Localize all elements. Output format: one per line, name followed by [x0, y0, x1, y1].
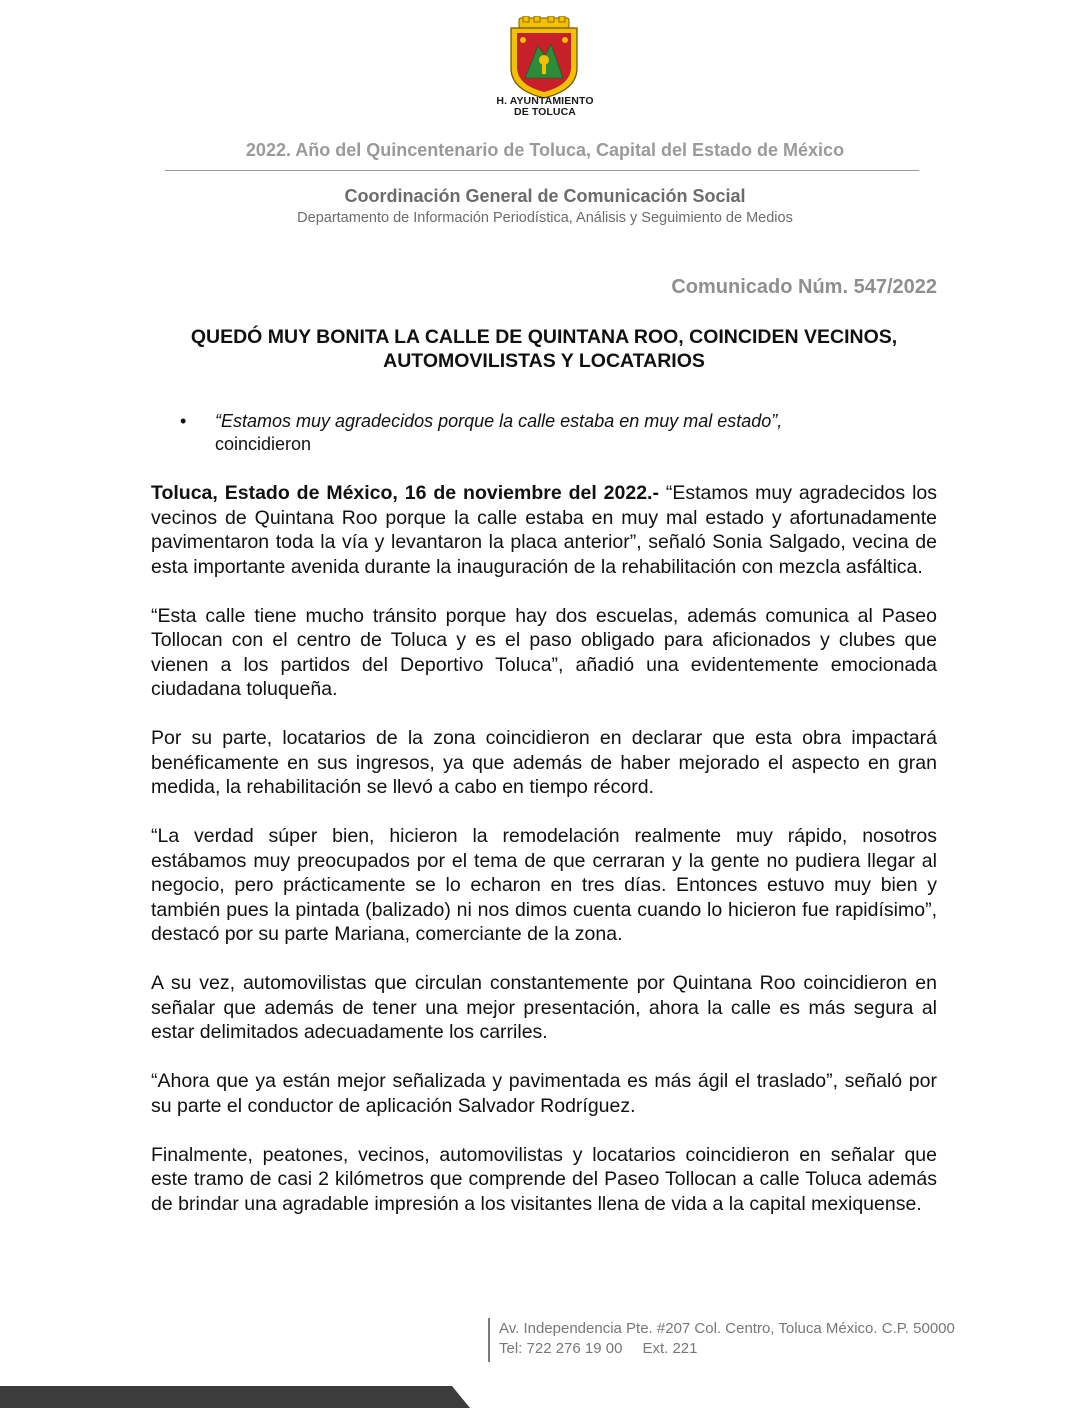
footer-band	[0, 1386, 470, 1408]
header-divider	[165, 170, 919, 171]
article-body	[151, 481, 937, 1241]
paragraph-7: Finalmente, peatones, vecinos, automovilistas y locatarios coincidieron en señalar que este tramo de casi 2 kilómetros que comprende del Paseo Tollocan a calle Toluca además de brindar una agradable impresión a los visitantes llena de vida a la capital mexiquense.	[151, 1143, 937, 1215]
footer-ext: Ext. 221	[642, 1340, 698, 1357]
crest-caption-line2: DE TOLUCA	[514, 106, 576, 118]
headline	[150, 325, 938, 373]
footer-tel: Tel: 722 276 19 00	[499, 1340, 623, 1357]
coordination-title: Coordinación General de Comunicación Social	[344, 186, 746, 206]
paragraph-3: Por su parte, locatarios de la zona coincidieron en declarar que esta obra impactará benéficamente en sus ingresos, ya que además de haber mejorado el aspecto en gran medida, la rehabilitación se llevó a cabo en tiempo récord.	[151, 727, 937, 798]
headline-line2: AUTOMOVILISTAS Y LOCATARIOS	[383, 350, 705, 372]
bullet-attribution: coincidieron	[215, 434, 312, 454]
paragraph-1-text: “Estamos muy agradecidos los vecinos de Quintana Roo porque la calle estaba en muy mal estado y afortunadamente pavimentaron toda la vía y levantaron la placa anterior”, señaló Sonia Salgado, vecina de esta importante avenida durante la inauguración de la rehabilitación con mezcla asfáltica.	[151, 482, 937, 578]
footer-phone	[499, 1340, 697, 1357]
header-motto: 2022. Año del Quincentenario de Toluca, Capital del Estado de México	[245, 140, 845, 160]
bullet-dot-icon: •	[180, 411, 187, 431]
crest-caption-line1: H. AYUNTAMIENTO	[496, 95, 594, 107]
crest-caption	[470, 96, 620, 118]
paragraph-4: “La verdad súper bien, hicieron la remodelación realmente muy rápido, nosotros estábamos muy preocupados por el tema de que cerraran y la gente no pudiera llegar al negocio, pero prácticamente se lo echaron en tres días. Entonces estuvo muy bien y también pues la pintada (balizado) ni nos dimos cuenta cuando lo hicieron fue rapidísimo”, destacó por su parte Mariana, comerciante de la zona.	[151, 825, 937, 945]
paragraph-2: “Esta calle tiene mucho tránsito porque hay dos escuelas, además comunica al Paseo Tollocan con el centro de Toluca y es el paso obligado para aficionados y clubes que vienen a los partidos del Deportivo Toluca”, añadió una evidentemente emocionada ciudadana toluqueña.	[151, 604, 937, 700]
toluca-crest-logo	[505, 16, 583, 100]
paragraph-5: A su vez, automovilistas que circulan constantemente por Quintana Roo coincidieron en señalar que además de tener una mejor presentación, ahora la calle es más segura al estar delimitados adecuadamente los carriles.	[151, 972, 937, 1043]
paragraph-6: “Ahora que ya están mejor señalizada y pavimentada es más ágil el traslado”, señaló por su parte el conductor de aplicación Salvador Rodríguez.	[151, 1070, 937, 1117]
footer-address: Av. Independencia Pte. #207 Col. Centro, Toluca México. C.P. 50000	[499, 1320, 955, 1337]
bullet-text	[215, 410, 895, 456]
dateline: Toluca, Estado de México, 16 de noviembre del 2022.-	[151, 482, 659, 504]
footer-divider	[488, 1318, 490, 1362]
paragraph-1	[151, 481, 937, 579]
bullet-quote: “Estamos muy agradecidos porque la calle estaba en muy mal estado”,	[215, 411, 783, 431]
communique-number: Comunicado Núm. 547/2022	[671, 276, 937, 298]
headline-line1: QUEDÓ MUY BONITA LA CALLE DE QUINTANA ROO, COINCIDEN VECINOS,	[190, 326, 898, 348]
department-subtitle: Departamento de Información Periodística, Análisis y Seguimiento de Medios	[297, 210, 793, 226]
